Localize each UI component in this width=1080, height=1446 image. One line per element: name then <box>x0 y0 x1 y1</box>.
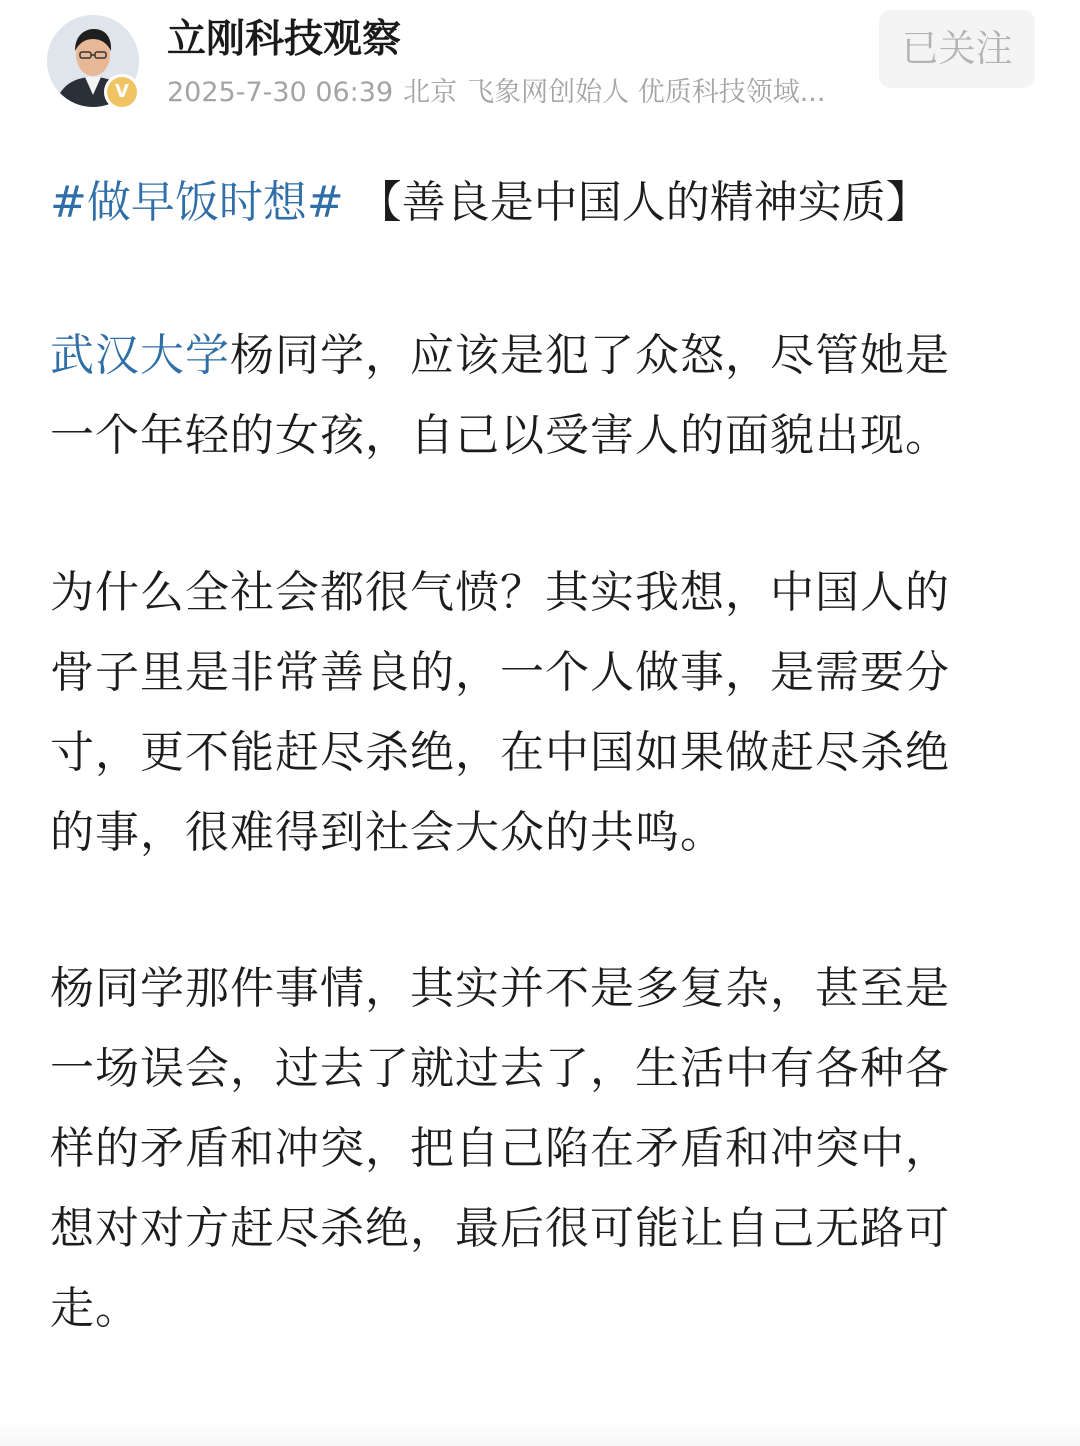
paragraph-2 <box>50 553 950 873</box>
post-datetime: 2025-7-30 06:39 <box>167 77 394 108</box>
follow-button[interactable]: 已关注 <box>879 10 1035 88</box>
paragraph-line <box>50 316 950 396</box>
verified-badge-icon: V <box>104 74 140 110</box>
author-description: 飞象网创始人 优质科技领域... <box>467 77 826 108</box>
paragraph-line: 骨子里是非常善良的，一个人做事，是需要分 <box>50 647 950 698</box>
paragraph-line: 样的矛盾和冲突，把自己陷在矛盾和冲突中， <box>50 1123 950 1174</box>
post-body <box>50 163 1020 1334</box>
paragraph-line: 一场误会，过去了就过去了，生活中有各种各 <box>50 1043 950 1094</box>
paragraph-3 <box>50 949 950 1349</box>
post-title: 【善良是中国人的精神实质】 <box>357 177 930 228</box>
hashtag-link[interactable]: #做早饭时想# <box>50 177 344 228</box>
post-meta <box>167 73 857 113</box>
paragraph-1 <box>50 316 950 476</box>
author-name[interactable]: 立刚科技观察 <box>167 17 402 62</box>
post-location: 北京 <box>403 77 458 108</box>
paragraph-text: 杨同学，应该是犯了众怒，尽管她是 <box>230 330 950 381</box>
post-title-line <box>50 163 1020 243</box>
bottom-divider <box>0 1420 1080 1446</box>
paragraph-line: 的事，很难得到社会大众的共鸣。 <box>50 807 725 858</box>
paragraph-line: 一个年轻的女孩，自己以受害人的面貌出现。 <box>50 410 950 461</box>
topic-link[interactable]: 武汉大学 <box>50 330 230 381</box>
paragraph-line: 杨同学那件事情，其实并不是多复杂，甚至是 <box>50 963 950 1014</box>
post-header <box>0 0 1080 130</box>
paragraph-line: 寸，更不能赶尽杀绝，在中国如果做赶尽杀绝 <box>50 727 950 778</box>
paragraph-line: 为什么全社会都很气愤？其实我想，中国人的 <box>50 567 950 618</box>
paragraph-line: 走。 <box>50 1283 140 1334</box>
paragraph-line: 想对对方赶尽杀绝，最后很可能让自己无路可 <box>50 1203 950 1254</box>
